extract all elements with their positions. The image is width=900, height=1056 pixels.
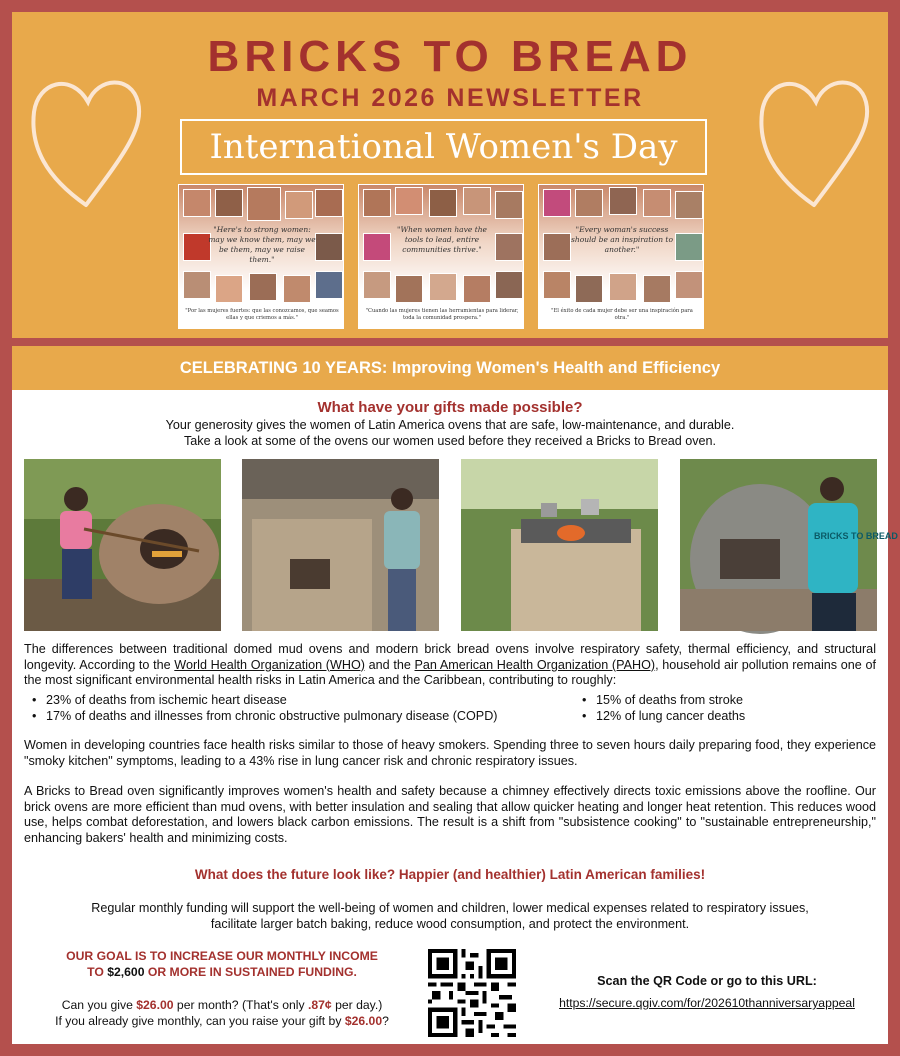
oven-photo [680,459,898,631]
goal-statement [32,949,412,980]
paho-link[interactable]: Pan American Health Organization (PAHO) [414,657,656,672]
goal-line: OUR GOAL IS TO INCREASE OUR MONTHLY INCOME [66,949,378,963]
para-text: The differences between traditional domed mud ovens and modern brick bread ovens involve respiratory safety, thermal efficiency, and structural longevity. According to the [24,642,876,672]
para-text: and the [364,657,415,672]
intro-text [12,417,888,449]
para-text: , household air pollution remains one of the most significant environmental health risks in Latin America and the Caribbean, contributing to roughly: [24,657,876,687]
donation-ask [26,997,418,1029]
oven-photo [461,459,658,631]
gifts-heading: What have your gifts made possible? [317,399,583,416]
anniversary-band: CELEBRATING 10 YEARS: Improving Women's Health and Efficiency [12,346,888,390]
stats-left [32,693,552,724]
intro-line: Your generosity gives the women of Latin America ovens that are safe, low-maintenance, and durable. [165,418,735,432]
ask-line: Can you give $26.00 per month? (That's only .87¢ per day.) [61,998,383,1012]
collage-quote: "Every woman's success should be an inspiration to another." [571,225,673,254]
quote-collage [538,184,704,329]
goal-line: TO $2,600 OR MORE IN SUSTAINED FUNDING. [87,964,357,979]
ask-amount: $26.00 [136,998,174,1012]
oven-photo [24,459,221,631]
shirt-text: BRICKS TO BREAD [814,531,898,541]
stat-item: • 23% of deaths from ischemic heart disease [32,693,552,709]
header [12,12,888,338]
health-paragraph [24,642,876,689]
ask-line: If you already give monthly, can you raise your gift by $26.00? [55,1014,389,1028]
stats-right [582,693,872,724]
section-divider [12,338,888,346]
oven-benefits-paragraph: A Bricks to Bread oven significantly improves women's health and safety because a chimney effectively directs toxic emissions above the roofline. Our brick ovens are more efficient than mud ovens, with better insulation and sealing that allow quicker heating and longer heat retention. This reduces wood use, helps combat deforestation, and lowers black carbon emissions. The result is a shift from "subsistence cooking" to "sustainable entrepreneurship," enhancing bakers' health and minimizing costs. [24,784,876,845]
org-title: BRICKS TO BREAD [207,32,693,81]
ask-per-day: .87¢ [307,998,332,1012]
future-heading: What does the future look like? Happier (and healthier) Latin American families! [194,867,706,882]
oven-photo [242,459,439,631]
collage-spanish: "El éxito de cada mujer debe ser una inspiración para otra." [551,308,693,321]
smoke-paragraph: Women in developing countries face health risks similar to those of heavy smokers. Spending three to seven hours daily preparing food, they experience "smoky kitchen" symptoms, leading to a 43% rise in lung cancer risk and chronic respiratory issues. [24,738,876,768]
goal-amount: $2,600 [107,964,145,979]
who-link[interactable]: World Health Organization (WHO) [174,657,365,672]
iwd-banner: International Women's Day [180,119,707,175]
collage-quote: "When women have the tools to lead, entire communities thrive." [397,225,487,254]
scan-instruction: Scan the QR Code or go to this URL: [597,974,817,988]
future-text [12,900,888,932]
quote-collage [178,184,344,329]
intro-line: Take a look at some of the ovens our women used before they received a Bricks to Bread oven. [183,434,717,448]
stat-item: • 12% of lung cancer deaths [582,709,872,725]
qr-code-icon[interactable] [428,949,516,1037]
stat-item: • 15% of deaths from stroke [582,693,872,709]
collage-quote: "Here's to strong women: may we know them, may we be them, may we raise them." [208,225,316,264]
stat-item: • 17% of deaths and illnesses from chronic obstructive pulmonary disease (COPD) [32,709,552,725]
quote-collage [358,184,524,329]
collage-spanish: "Por las mujeres fuertes: que las conozcamos, que seamos ellas y que criemos a más." [185,308,339,321]
collage-spanish: "Cuando las mujeres tienen las herramientas para liderar, toda la comunidad prospera." [365,308,519,321]
future-line: Regular monthly funding will support the well-being of women and children, lower medical expenses related to respiratory issues, [91,901,809,915]
future-line: facilitate larger batch baking, reduce wood consumption, and protect the environment. [210,917,690,931]
ask-raise-amount: $26.00 [344,1014,383,1028]
donation-url-link[interactable]: https://secure.qgiv.com/for/202610thanniversaryappeal [559,996,855,1010]
newsletter-title: MARCH 2026 NEWSLETTER [256,84,644,112]
newsletter [12,12,898,1044]
